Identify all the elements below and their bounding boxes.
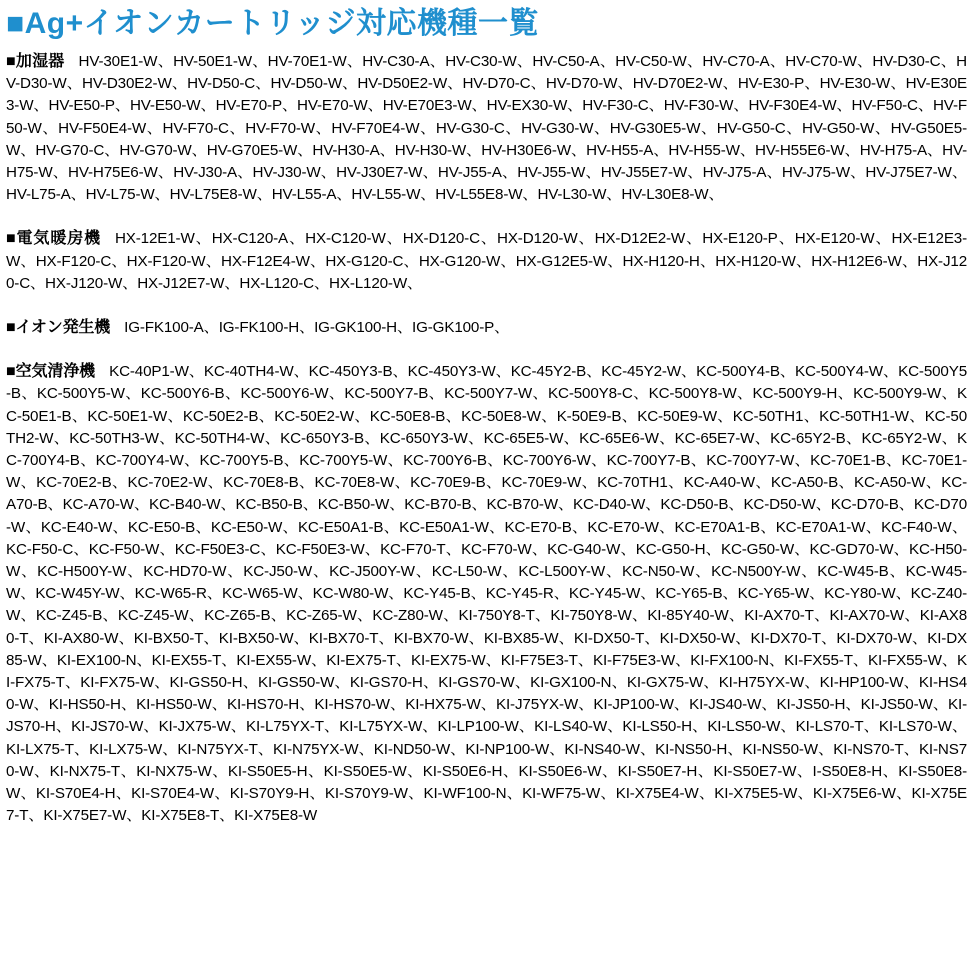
section-spacer xyxy=(6,206,967,228)
section-spacer xyxy=(6,339,967,361)
model-text: HX-12E1-W、HX-C120-A、HX-C120-W、HX-D120-C、HX-D120-W、HX-D12E2-W、HX-E120-P、HX-E120-W、HX-E12E3-W、HX-F120-C、HX-F120-W、HX-F12E4-W、HX-G120-C、HX-G120-W、HX-G12E5-W、HX-H120-H、HX-H120-W、HX-H12E6-W、HX-J120-C、HX-J120-W、HX-J12E7-W、HX-L120-C、HX-L120-W、 xyxy=(6,230,967,292)
page-title: ■Ag+イオンカートリッジ対応機種一覧 xyxy=(6,7,540,40)
model-list xyxy=(6,228,967,295)
model-list xyxy=(6,317,967,339)
model-text: HV-30E1-W、HV-50E1-W、HV-70E1-W、HV-C30-A、HV-C30-W、HV-C50-A、HV-C50-W、HV-C70-A、HV-C70-W、HV-D30-C、HV-D30-W、HV-D30E2-W、HV-D50-C、HV-D50-W、HV-D50E2-W、HV-D70-C、HV-D70-W、HV-D70E2-W、HV-E30-P、HV-E30-W、HV-E30E3-W、HV-E50-P、HV-E50-W、HV-E70-P、HV-E70-W、HV-E70E3-W、HV-EX30-W、HV-F30-C、HV-F30-W、HV-F30E4-W、HV-F50-C、HV-F50-W、HV-F50E4-W、HV-F70-C、HV-F70-W、HV-F70E4-W、HV-G30-C、HV-G30-W、HV-G30E5-W、HV-G50-C、HV-G50-W、HV-G50E5-W、HV-G70-C、HV-G70-W、HV-G70E5-W、HV-H30-A、HV-H30-W、HV-H30E6-W、HV-H55-A、HV-H55-W、HV-H55E6-W、HV-H75-A、HV-H75-W、HV-H75E6-W、HV-J30-A、HV-J30-W、HV-J30E7-W、HV-J55-A、HV-J55-W、HV-J55E7-W、HV-J75-A、HV-J75-W、HV-J75E7-W、HV-L75-A、HV-L75-W、HV-L75E8-W、HV-L55-A、HV-L55-W、HV-L55E8-W、HV-L30-W、HV-L30E8-W、 xyxy=(6,53,967,204)
model-list xyxy=(6,51,967,206)
category-heading: ■空気清浄機 xyxy=(6,363,96,381)
section-spacer xyxy=(6,295,967,317)
model-text: IG-FK100-A、IG-FK100-H、IG-GK100-H、IG-GK100-P、 xyxy=(124,319,510,337)
section-air-purifier xyxy=(6,361,967,827)
section-electric-heater xyxy=(6,228,967,295)
category-heading: ■電気暖房機 xyxy=(6,230,101,248)
model-text: KC-40P1-W、KC-40TH4-W、KC-450Y3-B、KC-450Y3-W、KC-45Y2-B、KC-45Y2-W、KC-500Y4-B、KC-500Y4-W、KC-500Y5-B、KC-500Y5-W、KC-500Y6-B、KC-500Y6-W、KC-500Y7-B、KC-500Y7-W、KC-500Y8-C、KC-500Y8-W、KC-500Y9-H、KC-500Y9-W、KC-50E1-B、KC-50E1-W、KC-50E2-B、KC-50E2-W、KC-50E8-B、KC-50E8-W、K-50E9-B、KC-50E9-W、KC-50TH1、KC-50TH1-W、KC-50TH2-W、KC-50TH3-W、KC-50TH4-W、KC-650Y3-B、KC-650Y3-W、KC-65E5-W、KC-65E6-W、KC-65E7-W、KC-65Y2-B、KC-65Y2-W、KC-700Y4-B、KC-700Y4-W、KC-700Y5-B、KC-700Y5-W、KC-700Y6-B、KC-700Y6-W、KC-700Y7-B、KC-700Y7-W、KC-70E1-B、KC-70E1-W、KC-70E2-B、KC-70E2-W、KC-70E8-B、KC-70E8-W、KC-70E9-B、KC-70E9-W、KC-70TH1、KC-A40-W、KC-A50-B、KC-A50-W、KC-A70-B、KC-A70-W、KC-B40-W、KC-B50-B、KC-B50-W、KC-B70-B、KC-B70-W、KC-D40-W、KC-D50-B、KC-D50-W、KC-D70-B、KC-D70-W、KC-E40-W、KC-E50-B、KC-E50-W、KC-E50A1-B、KC-E50A1-W、KC-E70-B、KC-E70-W、KC-E70A1-B、KC-E70A1-W、KC-F40-W、KC-F50-C、KC-F50-W、KC-F50E3-C、KC-F50E3-W、KC-F70-T、KC-F70-W、KC-G40-W、KC-G50-H、KC-G50-W、KC-GD70-W、KC-H50-W、KC-H500Y-W、KC-HD70-W、KC-J50-W、KC-J500Y-W、KC-L50-W、KC-L500Y-W、KC-N50-W、KC-N500Y-W、KC-W45-B、KC-W45-W、KC-W45Y-W、KC-W65-R、KC-W65-W、KC-W80-W、KC-Y45-B、KC-Y45-R、KC-Y45-W、KC-Y65-B、KC-Y65-W、KC-Y80-W、KC-Z40-W、KC-Z45-B、KC-Z45-W、KC-Z65-B、KC-Z65-W、KC-Z80-W、KI-750Y8-T、KI-750Y8-W、KI-85Y40-W、KI-AX70-T、KI-AX70-W、KI-AX80-T、KI-AX80-W、KI-BX50-T、KI-BX50-W、KI-BX70-T、KI-BX70-W、KI-BX85-W、KI-DX50-T、KI-DX50-W、KI-DX70-T、KI-DX70-W、KI-DX85-W、KI-EX100-N、KI-EX55-T、KI-EX55-W、KI-EX75-T、KI-EX75-W、KI-F75E3-T、KI-F75E3-W、KI-FX100-N、KI-FX55-T、KI-FX55-W、KI-FX75-T、KI-FX75-W、KI-GS50-H、KI-GS50-W、KI-GS70-H、KI-GS70-W、KI-GX100-N、KI-GX75-W、KI-H75YX-W、KI-HP100-W、KI-HS40-W、KI-HS50-H、KI-HS50-W、KI-HS70-H、KI-HS70-W、KI-HX75-W、KI-J75YX-W、KI-JP100-W、KI-JS40-W、KI-JS50-H、KI-JS50-W、KI-JS70-H、KI-JS70-W、KI-JX75-W、KI-L75YX-T、KI-L75YX-W、KI-LP100-W、KI-LS40-W、KI-LS50-H、KI-LS50-W、KI-LS70-T、KI-LS70-W、KI-LX75-T、KI-LX75-W、KI-N75YX-T、KI-N75YX-W、KI-ND50-W、KI-NP100-W、KI-NS40-W、KI-NS50-H、KI-NS50-W、KI-NS70-T、KI-NS70-W、KI-NX75-T、KI-NX75-W、KI-S50E5-H、KI-S50E5-W、KI-S50E6-H、KI-S50E6-W、KI-S50E7-H、KI-S50E7-W、I-S50E8-H、KI-S50E8-W、KI-S70E4-H、KI-S70E4-W、KI-S70Y9-H、KI-S70Y9-W、KI-WF100-N、KI-WF75-W、KI-X75E4-W、KI-X75E5-W、KI-X75E6-W、KI-X75E7-T、KI-X75E7-W、KI-X75E8-T、KI-X75E8-W xyxy=(6,363,967,825)
category-heading: ■加湿器 xyxy=(6,53,65,70)
section-ion-generator xyxy=(6,317,967,339)
category-heading: ■イオン発生機 xyxy=(6,319,111,337)
section-humidifier xyxy=(6,51,967,206)
model-list xyxy=(6,361,967,827)
